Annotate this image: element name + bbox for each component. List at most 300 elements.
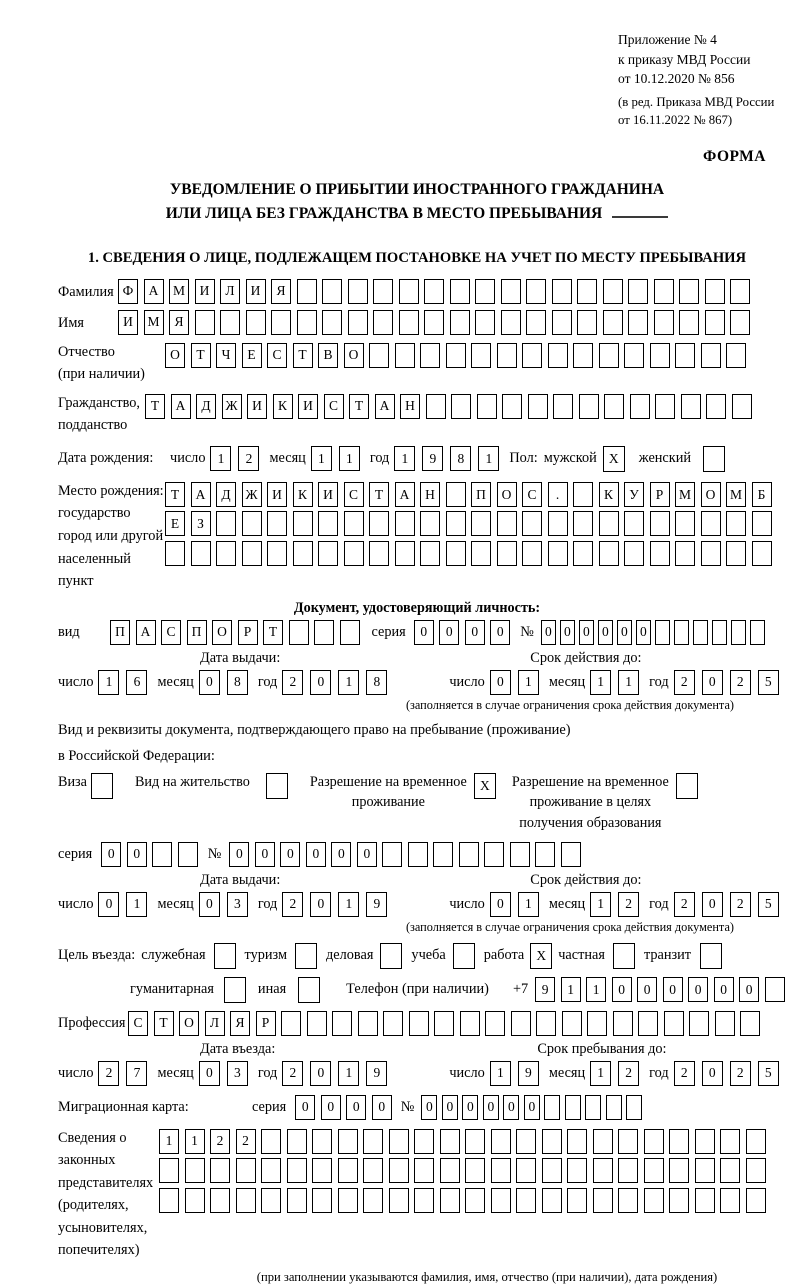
char-box[interactable]: 0	[663, 977, 683, 1002]
char-box[interactable]: 0	[598, 620, 613, 645]
char-box[interactable]	[242, 511, 262, 536]
char-box[interactable]	[242, 541, 262, 566]
char-box[interactable]	[750, 620, 765, 645]
char-box[interactable]	[577, 279, 597, 304]
char-box[interactable]	[471, 511, 491, 536]
char-box[interactable]: 9	[366, 1061, 387, 1086]
char-box[interactable]: 0	[199, 892, 220, 917]
char-box[interactable]: Т	[263, 620, 283, 645]
char-box[interactable]: Ж	[242, 482, 262, 507]
char-box[interactable]	[395, 511, 415, 536]
char-box[interactable]	[497, 343, 517, 368]
char-box[interactable]	[548, 541, 568, 566]
char-box[interactable]: 2	[210, 1129, 230, 1154]
char-box[interactable]: Ч	[216, 343, 236, 368]
char-box[interactable]	[338, 1188, 358, 1213]
char-box[interactable]	[565, 1095, 581, 1120]
char-box[interactable]: 0	[310, 892, 331, 917]
char-box[interactable]	[289, 620, 309, 645]
char-box[interactable]	[644, 1188, 664, 1213]
char-box[interactable]	[414, 1129, 434, 1154]
char-box[interactable]	[630, 394, 650, 419]
char-box[interactable]	[298, 977, 320, 1003]
char-box[interactable]: 8	[366, 670, 387, 695]
char-box[interactable]	[516, 1129, 536, 1154]
char-box[interactable]	[526, 310, 546, 335]
char-box[interactable]: С	[128, 1011, 148, 1036]
char-box[interactable]: 2	[674, 1061, 695, 1086]
char-box[interactable]	[593, 1129, 613, 1154]
char-box[interactable]	[159, 1158, 179, 1183]
char-box[interactable]	[491, 1129, 511, 1154]
char-box[interactable]: X	[474, 773, 496, 799]
char-box[interactable]	[267, 511, 287, 536]
char-box[interactable]: Ф	[118, 279, 138, 304]
char-box[interactable]	[261, 1158, 281, 1183]
char-box[interactable]	[654, 310, 674, 335]
char-box[interactable]	[389, 1158, 409, 1183]
char-box[interactable]: М	[675, 482, 695, 507]
char-box[interactable]: 0	[688, 977, 708, 1002]
char-box[interactable]: 2	[236, 1129, 256, 1154]
char-box[interactable]: О	[701, 482, 721, 507]
char-box[interactable]	[216, 511, 236, 536]
char-box[interactable]	[318, 541, 338, 566]
char-box[interactable]: К	[273, 394, 293, 419]
char-box[interactable]	[295, 943, 317, 969]
char-box[interactable]	[526, 279, 546, 304]
char-box[interactable]: Е	[165, 511, 185, 536]
char-box[interactable]: 1	[590, 892, 611, 917]
char-box[interactable]	[701, 343, 721, 368]
char-box[interactable]: 1	[311, 446, 332, 471]
char-box[interactable]: И	[195, 279, 215, 304]
char-box[interactable]	[726, 343, 746, 368]
char-box[interactable]	[573, 343, 593, 368]
char-box[interactable]: 0	[560, 620, 575, 645]
char-box[interactable]	[363, 1158, 383, 1183]
char-box[interactable]	[535, 842, 555, 867]
char-box[interactable]: Л	[220, 279, 240, 304]
char-box[interactable]	[465, 1158, 485, 1183]
char-box[interactable]	[399, 279, 419, 304]
char-box[interactable]: А	[395, 482, 415, 507]
char-box[interactable]	[446, 343, 466, 368]
char-box[interactable]	[297, 279, 317, 304]
char-box[interactable]: 0	[490, 892, 511, 917]
char-box[interactable]	[380, 943, 402, 969]
char-box[interactable]	[705, 279, 725, 304]
char-box[interactable]: В	[318, 343, 338, 368]
char-box[interactable]: Т	[145, 394, 165, 419]
char-box[interactable]	[567, 1129, 587, 1154]
char-box[interactable]: 2	[618, 1061, 639, 1086]
char-box[interactable]	[599, 511, 619, 536]
char-box[interactable]: К	[599, 482, 619, 507]
char-box[interactable]	[528, 394, 548, 419]
char-box[interactable]: 1	[590, 1061, 611, 1086]
char-box[interactable]	[271, 310, 291, 335]
char-box[interactable]: П	[187, 620, 207, 645]
char-box[interactable]	[752, 511, 772, 536]
char-box[interactable]	[236, 1158, 256, 1183]
char-box[interactable]	[628, 279, 648, 304]
char-box[interactable]	[624, 541, 644, 566]
char-box[interactable]	[553, 394, 573, 419]
char-box[interactable]: 0	[321, 1095, 341, 1120]
char-box[interactable]: 1	[518, 892, 539, 917]
char-box[interactable]	[501, 279, 521, 304]
char-box[interactable]: О	[497, 482, 517, 507]
char-box[interactable]	[703, 446, 725, 472]
char-box[interactable]: П	[471, 482, 491, 507]
char-box[interactable]	[465, 1129, 485, 1154]
char-box[interactable]: 1	[339, 446, 360, 471]
char-box[interactable]	[726, 511, 746, 536]
char-box[interactable]: Т	[369, 482, 389, 507]
char-box[interactable]	[450, 310, 470, 335]
char-box[interactable]	[669, 1129, 689, 1154]
char-box[interactable]: И	[298, 394, 318, 419]
char-box[interactable]: Ж	[222, 394, 242, 419]
char-box[interactable]: 0	[465, 620, 485, 645]
char-box[interactable]	[477, 394, 497, 419]
char-box[interactable]	[562, 1011, 582, 1036]
char-box[interactable]	[618, 1188, 638, 1213]
char-box[interactable]	[246, 310, 266, 335]
char-box[interactable]	[420, 541, 440, 566]
char-box[interactable]: 1	[561, 977, 581, 1002]
char-box[interactable]	[511, 1011, 531, 1036]
char-box[interactable]: С	[161, 620, 181, 645]
char-box[interactable]: 0	[255, 842, 275, 867]
char-box[interactable]: И	[247, 394, 267, 419]
char-box[interactable]	[475, 279, 495, 304]
char-box[interactable]	[414, 1158, 434, 1183]
char-box[interactable]: 0	[414, 620, 434, 645]
char-box[interactable]	[220, 310, 240, 335]
char-box[interactable]: 3	[227, 892, 248, 917]
char-box[interactable]: 0	[490, 670, 511, 695]
char-box[interactable]	[650, 541, 670, 566]
char-box[interactable]	[501, 310, 521, 335]
char-box[interactable]	[358, 1011, 378, 1036]
char-box[interactable]	[383, 1011, 403, 1036]
char-box[interactable]	[369, 541, 389, 566]
char-box[interactable]	[655, 394, 675, 419]
char-box[interactable]	[471, 541, 491, 566]
char-box[interactable]	[497, 541, 517, 566]
char-box[interactable]	[567, 1188, 587, 1213]
char-box[interactable]: 1	[338, 892, 359, 917]
char-box[interactable]: 0	[702, 1061, 723, 1086]
char-box[interactable]	[618, 1158, 638, 1183]
char-box[interactable]	[440, 1158, 460, 1183]
char-box[interactable]: 0	[331, 842, 351, 867]
char-box[interactable]	[603, 310, 623, 335]
char-box[interactable]: 0	[310, 1061, 331, 1086]
char-box[interactable]: З	[191, 511, 211, 536]
char-box[interactable]	[626, 1095, 642, 1120]
char-box[interactable]	[675, 541, 695, 566]
char-box[interactable]	[715, 1011, 735, 1036]
char-box[interactable]: 1	[98, 670, 119, 695]
char-box[interactable]	[165, 541, 185, 566]
char-box[interactable]: 0	[579, 620, 594, 645]
char-box[interactable]: 0	[346, 1095, 366, 1120]
char-box[interactable]	[373, 310, 393, 335]
char-box[interactable]	[348, 279, 368, 304]
char-box[interactable]: 0	[101, 842, 121, 867]
char-box[interactable]: Д	[216, 482, 236, 507]
char-box[interactable]: Т	[349, 394, 369, 419]
char-box[interactable]	[322, 279, 342, 304]
char-box[interactable]: Д	[196, 394, 216, 419]
char-box[interactable]	[460, 1011, 480, 1036]
char-box[interactable]: 2	[238, 446, 259, 471]
char-box[interactable]	[628, 310, 648, 335]
char-box[interactable]	[191, 541, 211, 566]
char-box[interactable]	[446, 482, 466, 507]
char-box[interactable]: 0	[439, 620, 459, 645]
char-box[interactable]	[624, 343, 644, 368]
char-box[interactable]	[746, 1158, 766, 1183]
char-box[interactable]: 0	[295, 1095, 315, 1120]
char-box[interactable]	[746, 1129, 766, 1154]
char-box[interactable]: О	[212, 620, 232, 645]
char-box[interactable]	[318, 511, 338, 536]
char-box[interactable]: 0	[127, 842, 147, 867]
char-box[interactable]	[700, 943, 722, 969]
char-box[interactable]: 0	[421, 1095, 437, 1120]
char-box[interactable]: Т	[154, 1011, 174, 1036]
char-box[interactable]	[522, 343, 542, 368]
char-box[interactable]: 1	[618, 670, 639, 695]
char-box[interactable]	[536, 1011, 556, 1036]
char-box[interactable]	[720, 1188, 740, 1213]
char-box[interactable]	[693, 620, 708, 645]
char-box[interactable]	[720, 1129, 740, 1154]
char-box[interactable]	[344, 511, 364, 536]
char-box[interactable]	[730, 310, 750, 335]
char-box[interactable]: 1	[185, 1129, 205, 1154]
char-box[interactable]	[344, 541, 364, 566]
char-box[interactable]: 3	[227, 1061, 248, 1086]
char-box[interactable]: 0	[306, 842, 326, 867]
char-box[interactable]: М	[726, 482, 746, 507]
char-box[interactable]	[420, 511, 440, 536]
char-box[interactable]: О	[344, 343, 364, 368]
char-box[interactable]	[389, 1129, 409, 1154]
char-box[interactable]: 2	[618, 892, 639, 917]
char-box[interactable]: А	[136, 620, 156, 645]
char-box[interactable]	[644, 1158, 664, 1183]
char-box[interactable]	[450, 279, 470, 304]
char-box[interactable]	[613, 1011, 633, 1036]
char-box[interactable]	[695, 1158, 715, 1183]
char-box[interactable]	[340, 620, 360, 645]
char-box[interactable]	[471, 343, 491, 368]
char-box[interactable]	[522, 541, 542, 566]
char-box[interactable]	[624, 511, 644, 536]
char-box[interactable]	[475, 310, 495, 335]
char-box[interactable]	[548, 343, 568, 368]
char-box[interactable]: Т	[191, 343, 211, 368]
char-box[interactable]	[399, 310, 419, 335]
char-box[interactable]: 2	[282, 892, 303, 917]
char-box[interactable]: Р	[256, 1011, 276, 1036]
char-box[interactable]	[287, 1158, 307, 1183]
char-box[interactable]	[644, 1129, 664, 1154]
char-box[interactable]	[185, 1158, 205, 1183]
char-box[interactable]	[281, 1011, 301, 1036]
char-box[interactable]: У	[624, 482, 644, 507]
char-box[interactable]: 2	[282, 1061, 303, 1086]
char-box[interactable]: Р	[238, 620, 258, 645]
char-box[interactable]	[701, 511, 721, 536]
char-box[interactable]: А	[171, 394, 191, 419]
char-box[interactable]	[440, 1188, 460, 1213]
char-box[interactable]: А	[191, 482, 211, 507]
char-box[interactable]	[585, 1095, 601, 1120]
char-box[interactable]	[369, 511, 389, 536]
char-box[interactable]: 9	[366, 892, 387, 917]
char-box[interactable]	[726, 541, 746, 566]
char-box[interactable]	[433, 842, 453, 867]
char-box[interactable]: О	[179, 1011, 199, 1036]
char-box[interactable]: 1	[490, 1061, 511, 1086]
char-box[interactable]: 0	[524, 1095, 540, 1120]
char-box[interactable]: 0	[280, 842, 300, 867]
char-box[interactable]	[689, 1011, 709, 1036]
char-box[interactable]: Б	[752, 482, 772, 507]
char-box[interactable]: И	[118, 310, 138, 335]
char-box[interactable]	[414, 1188, 434, 1213]
char-box[interactable]: М	[144, 310, 164, 335]
char-box[interactable]	[440, 1129, 460, 1154]
char-box[interactable]	[322, 310, 342, 335]
char-box[interactable]: 5	[758, 1061, 779, 1086]
char-box[interactable]	[746, 1188, 766, 1213]
char-box[interactable]: 0	[199, 670, 220, 695]
char-box[interactable]	[395, 541, 415, 566]
char-box[interactable]	[603, 279, 623, 304]
char-box[interactable]	[210, 1188, 230, 1213]
char-box[interactable]: 2	[730, 1061, 751, 1086]
char-box[interactable]	[552, 310, 572, 335]
char-box[interactable]: А	[144, 279, 164, 304]
char-box[interactable]	[293, 511, 313, 536]
char-box[interactable]	[669, 1188, 689, 1213]
char-box[interactable]: Е	[242, 343, 262, 368]
char-box[interactable]: 2	[98, 1061, 119, 1086]
char-box[interactable]	[159, 1188, 179, 1213]
char-box[interactable]	[348, 310, 368, 335]
char-box[interactable]	[752, 541, 772, 566]
char-box[interactable]	[314, 620, 334, 645]
char-box[interactable]: 0	[636, 620, 651, 645]
char-box[interactable]	[542, 1158, 562, 1183]
char-box[interactable]	[332, 1011, 352, 1036]
char-box[interactable]	[655, 620, 670, 645]
char-box[interactable]: 0	[702, 670, 723, 695]
char-box[interactable]: 5	[758, 670, 779, 695]
char-box[interactable]: 1	[338, 1061, 359, 1086]
char-box[interactable]	[695, 1129, 715, 1154]
char-box[interactable]	[650, 343, 670, 368]
char-box[interactable]: 9	[535, 977, 555, 1002]
char-box[interactable]: 2	[674, 892, 695, 917]
char-box[interactable]: Я	[230, 1011, 250, 1036]
char-box[interactable]	[676, 773, 698, 799]
char-box[interactable]: М	[169, 279, 189, 304]
char-box[interactable]	[363, 1188, 383, 1213]
char-box[interactable]	[297, 310, 317, 335]
char-box[interactable]: 8	[227, 670, 248, 695]
char-box[interactable]	[542, 1188, 562, 1213]
char-box[interactable]: X	[603, 446, 625, 472]
char-box[interactable]	[705, 310, 725, 335]
char-box[interactable]	[307, 1011, 327, 1036]
char-box[interactable]	[266, 773, 288, 799]
char-box[interactable]	[178, 842, 198, 867]
char-box[interactable]: 1	[518, 670, 539, 695]
char-box[interactable]: 9	[422, 446, 443, 471]
char-box[interactable]: 2	[730, 892, 751, 917]
char-box[interactable]	[395, 343, 415, 368]
char-box[interactable]	[599, 541, 619, 566]
char-box[interactable]: 1	[210, 446, 231, 471]
char-box[interactable]: Н	[420, 482, 440, 507]
char-box[interactable]	[312, 1188, 332, 1213]
char-box[interactable]: 0	[612, 977, 632, 1002]
char-box[interactable]	[593, 1188, 613, 1213]
char-box[interactable]: 0	[372, 1095, 392, 1120]
char-box[interactable]	[522, 511, 542, 536]
char-box[interactable]	[552, 279, 572, 304]
char-box[interactable]	[650, 511, 670, 536]
char-box[interactable]	[491, 1188, 511, 1213]
char-box[interactable]	[669, 1158, 689, 1183]
char-box[interactable]: 0	[714, 977, 734, 1002]
char-box[interactable]: X	[530, 943, 552, 969]
char-box[interactable]	[446, 541, 466, 566]
char-box[interactable]: 0	[483, 1095, 499, 1120]
char-box[interactable]	[214, 943, 236, 969]
char-box[interactable]	[593, 1158, 613, 1183]
char-box[interactable]: .	[548, 482, 568, 507]
char-box[interactable]	[382, 842, 402, 867]
char-box[interactable]	[293, 541, 313, 566]
char-box[interactable]: 0	[357, 842, 377, 867]
char-box[interactable]: Т	[293, 343, 313, 368]
char-box[interactable]	[261, 1129, 281, 1154]
char-box[interactable]: 6	[126, 670, 147, 695]
char-box[interactable]	[312, 1129, 332, 1154]
char-box[interactable]: С	[344, 482, 364, 507]
char-box[interactable]: И	[318, 482, 338, 507]
char-box[interactable]: 5	[758, 892, 779, 917]
char-box[interactable]	[618, 1129, 638, 1154]
char-box[interactable]: А	[375, 394, 395, 419]
char-box[interactable]	[453, 943, 475, 969]
char-box[interactable]	[664, 1011, 684, 1036]
char-box[interactable]: И	[267, 482, 287, 507]
char-box[interactable]	[679, 310, 699, 335]
char-box[interactable]	[484, 842, 504, 867]
char-box[interactable]	[573, 482, 593, 507]
char-box[interactable]: 1	[586, 977, 606, 1002]
